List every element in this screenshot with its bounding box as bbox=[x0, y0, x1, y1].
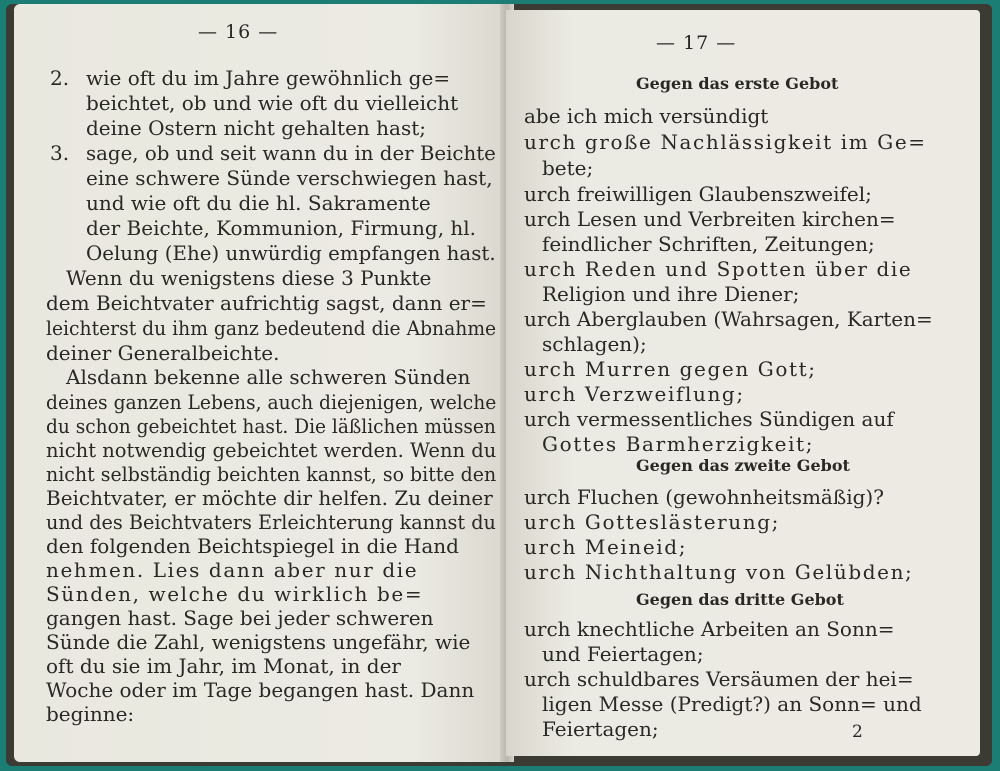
text-line: und des Beichtvaters Erleichterung kannst du bbox=[46, 510, 496, 534]
item-number: 2. bbox=[50, 66, 70, 90]
section-heading: Gegen das dritte Gebot bbox=[636, 590, 844, 609]
text-line: wie oft du im Jahre gewöhnlich ge= bbox=[86, 66, 451, 90]
text-line: Wenn du wenigstens diese 3 Punkte bbox=[66, 266, 432, 290]
text-line: deine Ostern nicht gehalten hast; bbox=[86, 116, 426, 140]
text-line: nicht selbständig beichten kannst, so bitte den bbox=[46, 462, 497, 486]
text-line: eine schwere Sünde verschwiegen hast, bbox=[86, 166, 493, 190]
signature-mark: 2 bbox=[852, 722, 863, 742]
text-line: den folgenden Beichtspiegel in die Hand bbox=[46, 534, 459, 558]
text-line: bete; bbox=[542, 156, 594, 180]
section-heading: Gegen das zweite Gebot bbox=[636, 456, 850, 475]
text-line: gangen hast. Sage bei jeder schweren bbox=[46, 606, 434, 630]
text-line: beginne: bbox=[46, 702, 135, 726]
page-number: — 16 — bbox=[198, 21, 279, 43]
section-heading: Gegen das erste Gebot bbox=[636, 74, 839, 93]
text-line: nehmen. Lies dann aber nur die bbox=[46, 558, 419, 582]
text-line: leichterst du ihm ganz bedeutend die Abnahme bbox=[46, 316, 497, 340]
text-line: urch Nichthaltung von Gelübden; bbox=[524, 560, 914, 584]
text-line: urch Lesen und Verbreiten kirchen= bbox=[524, 207, 896, 231]
text-line: urch Meineid; bbox=[524, 535, 688, 559]
text-line: beichtet, ob und wie oft du vielleicht bbox=[86, 91, 459, 115]
text-line: oft du sie im Jahr, im Monat, in der bbox=[46, 654, 401, 678]
text-line: urch Fluchen (gewohnheitsmäßig)? bbox=[524, 485, 884, 509]
text-line: sage, ob und seit wann du in der Beichte bbox=[86, 141, 496, 165]
text-line: Religion und ihre Diener; bbox=[542, 282, 800, 306]
text-line: urch Gotteslästerung; bbox=[524, 510, 780, 534]
text-line: deiner Generalbeichte. bbox=[46, 341, 280, 365]
text-line: und Feiertagen; bbox=[542, 642, 704, 666]
text-line: urch freiwilligen Glaubenszweifel; bbox=[524, 182, 872, 206]
text-line: nicht notwendig gebeichtet werden. Wenn du bbox=[46, 438, 497, 462]
text-line: du schon gebeichtet hast. Die läßlichen müssen bbox=[46, 414, 496, 438]
text-line: Gottes Barmherzigkeit; bbox=[542, 432, 815, 456]
text-line: Feiertagen; bbox=[542, 717, 659, 741]
text-line: urch vermessentliches Sündigen auf bbox=[524, 407, 894, 431]
text-line: der Beichte, Kommunion, Firmung, hl. bbox=[86, 216, 477, 240]
text-line: dem Beichtvater aufrichtig sagst, dann er= bbox=[46, 291, 487, 315]
text-line: deines ganzen Lebens, auch diejenigen, welche bbox=[46, 390, 497, 414]
text-line: und wie oft du die hl. Sakramente bbox=[86, 191, 431, 215]
text-line: feindlicher Schriften, Zeitungen; bbox=[542, 232, 875, 256]
text-line: urch Murren gegen Gott; bbox=[524, 357, 817, 381]
text-line: Sünde die Zahl, wenigstens ungefähr, wie bbox=[46, 630, 471, 654]
text-line: urch Aberglauben (Wahrsagen, Karten= bbox=[524, 307, 933, 331]
text-line: urch schuldbares Versäumen der hei= bbox=[524, 667, 914, 691]
left-page bbox=[14, 4, 510, 762]
text-line: urch Verzweiflung; bbox=[524, 382, 745, 406]
text-line: Sünden, welche du wirklich be= bbox=[46, 582, 424, 606]
text-line: Oelung (Ehe) unwürdig empfangen hast. bbox=[86, 241, 496, 265]
text-line: urch Reden und Spotten über die bbox=[524, 257, 913, 281]
text-line: Beichtvater, er möchte dir helfen. Zu deiner bbox=[46, 486, 493, 510]
text-line: schlagen); bbox=[542, 332, 647, 356]
item-number: 3. bbox=[50, 141, 70, 165]
right-page bbox=[506, 10, 980, 756]
text-line: Woche oder im Tage begangen hast. Dann bbox=[46, 678, 475, 702]
text-line: ligen Messe (Predigt?) an Sonn= und bbox=[542, 692, 922, 716]
text-line: urch knechtliche Arbeiten an Sonn= bbox=[524, 617, 895, 641]
text-line: abe ich mich versündigt bbox=[524, 104, 769, 128]
text-line: Alsdann bekenne alle schweren Sünden bbox=[66, 365, 471, 389]
page-number: — 17 — bbox=[656, 32, 737, 54]
text-line: urch große Nachlässigkeit im Ge= bbox=[524, 130, 927, 154]
